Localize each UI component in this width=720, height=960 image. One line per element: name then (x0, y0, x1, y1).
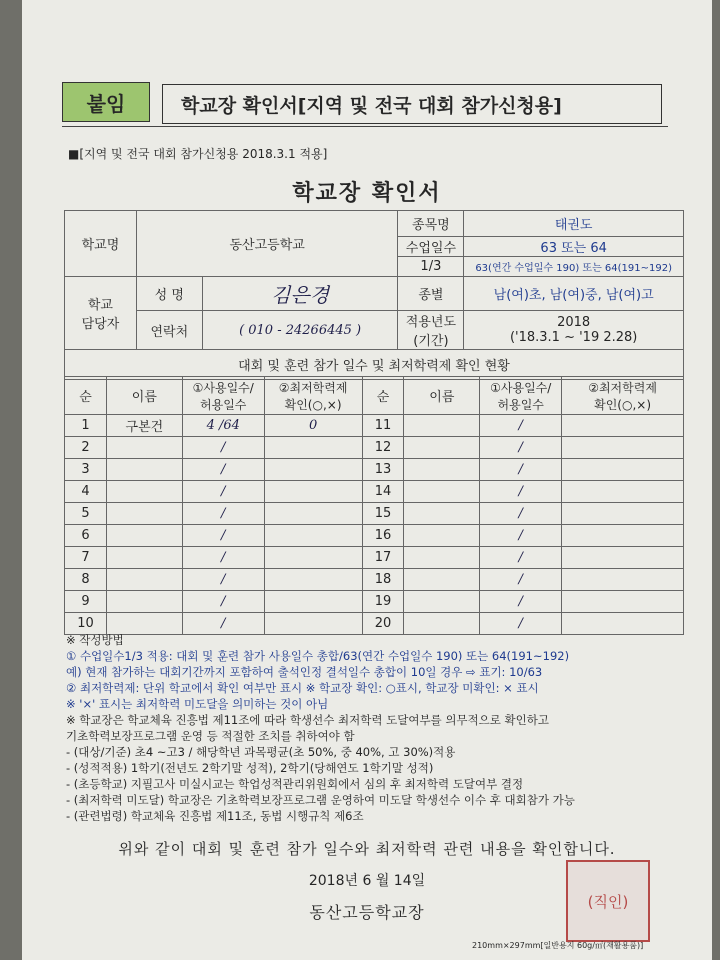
paper-spec-footer: 210mm×297mm[일반용지 60g/㎡(재활용품)] (472, 941, 644, 950)
row-no: 8 (65, 569, 107, 591)
row-days: / (480, 437, 562, 459)
teacher-contact-label: 연락처 (136, 311, 202, 350)
row-name (404, 525, 480, 547)
row-grade (264, 569, 362, 591)
row-no: 14 (362, 481, 404, 503)
sport-label: 종목명 (398, 211, 464, 237)
row-days: / (480, 481, 562, 503)
col-days-header: ①사용일수/ 허용일수 (182, 377, 264, 415)
row-days: / (480, 613, 562, 635)
row-name (404, 503, 480, 525)
instruction-line: ※ 작성방법 (66, 633, 124, 647)
row-grade (562, 503, 684, 525)
row-days: / (480, 525, 562, 547)
gender-value: 남(여)초, 남(여)중, 남(여)고 (464, 277, 684, 311)
row-name (404, 591, 480, 613)
col-no-header: 순 (65, 377, 107, 415)
row-grade (264, 459, 362, 481)
row-name (106, 459, 182, 481)
row-grade (264, 503, 362, 525)
instruction-line: ※ '×' 표시는 최저학력 미도달을 의미하는 것이 아님 (66, 697, 329, 711)
teacher-label: 학교 담당자 (65, 277, 137, 350)
row-name (106, 591, 182, 613)
row-name (106, 525, 182, 547)
instruction-line: ① 수업일수1/3 적용: 대회 및 훈련 참가 사용일수 총합/63(연간 수업일수 190) 또는 64(191~192) (66, 649, 570, 663)
instruction-line: 기초학력보장프로그램 운영 등 적절한 조치를 취하여야 함 (66, 729, 355, 743)
row-no: 4 (65, 481, 107, 503)
row-days: / (480, 591, 562, 613)
col-no-header: 순 (362, 377, 404, 415)
row-no: 9 (65, 591, 107, 613)
table-row (65, 415, 684, 437)
row-no: 6 (65, 525, 107, 547)
principal-name: 동산고등학교장 (309, 903, 425, 922)
row-no: 17 (362, 547, 404, 569)
row-no: 18 (362, 569, 404, 591)
instruction-line: ※ 학교장은 학교체육 진흥법 제11조에 따라 학생선수 최저학력 도달여부를 의무적으로 확인하고 (66, 713, 549, 727)
instruction-line: - (성적적용) 1학기(전년도 2학기말 성적), 2학기(당해연도 1학기말 성적) (66, 761, 434, 775)
teacher-name-label: 성 명 (136, 277, 202, 311)
row-grade (562, 591, 684, 613)
row-grade (562, 525, 684, 547)
row-no: 16 (362, 525, 404, 547)
document-page (22, 0, 712, 960)
row-no: 15 (362, 503, 404, 525)
form-subtitle: ■[지역 및 전국 대회 참가신청용 2018.3.1 적용] (68, 147, 328, 161)
status-title: 대회 및 훈련 참가 일수 및 최저학력제 확인 현황 (65, 350, 684, 380)
instruction-line: - (최저학력 미도달) 학교장은 기초학력보장프로그램 운영하여 미도달 학생선수 이수 후 대회참가 가능 (66, 793, 575, 807)
row-days: / (182, 437, 264, 459)
col-name-header: 이름 (106, 377, 182, 415)
document-header-title: 학교장 확인서[지역 및 전국 대회 참가신청용] (162, 84, 662, 124)
table-row (65, 459, 684, 481)
row-name (106, 503, 182, 525)
table-row (65, 503, 684, 525)
table-row (65, 547, 684, 569)
instruction-line: - (대상/기준) 초4 ~고3 / 해당학년 과목평균(초 50%, 중 40%, 고 30%)적용 (66, 745, 456, 759)
row-days: / (480, 415, 562, 437)
table-row (65, 591, 684, 613)
row-name (106, 437, 182, 459)
year-value: 2018 ('18.3.1 ~ '19 2.28) (464, 311, 684, 350)
school-days-value-sub: 63(연간 수업일수 190) 또는 64(191~192) (464, 257, 684, 277)
row-grade (562, 569, 684, 591)
row-name (404, 459, 480, 481)
row-grade (562, 547, 684, 569)
col-name-header: 이름 (404, 377, 480, 415)
writing-instructions (66, 632, 706, 824)
row-grade (264, 437, 362, 459)
gender-label: 종별 (398, 277, 464, 311)
table-row (65, 481, 684, 503)
row-days: 4 /64 (182, 415, 264, 437)
school-days-label: 수업일수 (398, 237, 464, 257)
school-days-label-sub: 1/3 (398, 257, 464, 277)
row-no: 13 (362, 459, 404, 481)
confirmation-date: 2018년 6 월 14일 (308, 873, 426, 889)
row-no: 12 (362, 437, 404, 459)
row-name (404, 569, 480, 591)
row-grade (264, 547, 362, 569)
row-name (404, 547, 480, 569)
row-name (106, 547, 182, 569)
row-days: / (182, 459, 264, 481)
teacher-name-value: 김은경 (202, 277, 398, 311)
row-grade (264, 481, 362, 503)
row-name: 구본건 (106, 415, 182, 437)
instruction-line: 예) 현재 참가하는 대회기간까지 포함하여 출석인정 결석일수 총합이 10일 경우 ⇨ 표기: 10/63 (66, 665, 543, 679)
row-days: / (182, 569, 264, 591)
row-days: / (480, 569, 562, 591)
instruction-line: ② 최저학력제: 단위 학교에서 확인 여부만 표시 ※ 학교장 확인: ○표시, 학교장 미확인: × 표시 (66, 681, 539, 695)
row-days: / (182, 591, 264, 613)
row-grade (562, 459, 684, 481)
row-grade (264, 591, 362, 613)
row-no: 2 (65, 437, 107, 459)
official-seal: (직인) (566, 860, 650, 942)
row-grade (562, 481, 684, 503)
row-no: 19 (362, 591, 404, 613)
row-grade (562, 415, 684, 437)
row-name (404, 437, 480, 459)
school-name-label: 학교명 (65, 211, 137, 277)
table-row (65, 569, 684, 591)
row-no: 10 (65, 613, 107, 635)
row-name (404, 481, 480, 503)
col-grade-header: ②최저학력제 확인(○,×) (562, 377, 684, 415)
row-grade: 0 (264, 415, 362, 437)
col-grade-header: ②최저학력제 확인(○,×) (264, 377, 362, 415)
instruction-line: - (관련법령) 학교체육 진흥법 제11조, 동법 시행규칙 제6조 (66, 809, 364, 823)
row-days: / (182, 547, 264, 569)
row-name (106, 569, 182, 591)
row-name (404, 415, 480, 437)
year-label: 적용년도 (기간) (398, 311, 464, 350)
sport-value: 태권도 (464, 211, 684, 237)
row-days: / (480, 503, 562, 525)
participant-table (64, 376, 684, 635)
row-days: / (480, 459, 562, 481)
row-no: 3 (65, 459, 107, 481)
row-no: 5 (65, 503, 107, 525)
info-table (64, 210, 684, 380)
col-days-header: ①사용일수/ 허용일수 (480, 377, 562, 415)
table-row (65, 525, 684, 547)
form-title: 학교장 확인서 (292, 181, 442, 206)
row-days: / (480, 547, 562, 569)
row-days: / (182, 503, 264, 525)
school-days-value: 63 또는 64 (464, 237, 684, 257)
row-grade (562, 437, 684, 459)
row-days: / (182, 613, 264, 635)
header-divider (62, 126, 668, 127)
confirmation-statement: 위와 같이 대회 및 훈련 참가 일수와 최저학력 관련 내용을 확인합니다. (118, 840, 616, 858)
table-row (65, 437, 684, 459)
attachment-tag: 붙임 (62, 82, 150, 122)
row-grade (264, 525, 362, 547)
row-no: 1 (65, 415, 107, 437)
instruction-line: - (초등학교) 지필고사 미실시교는 학업성적관리위원회에서 심의 후 최저학력 도달여부 결정 (66, 777, 524, 791)
row-no: 20 (362, 613, 404, 635)
teacher-contact-value: ( 010 - 24266445 ) (202, 311, 398, 350)
row-days: / (182, 525, 264, 547)
row-name (106, 481, 182, 503)
row-no: 7 (65, 547, 107, 569)
row-days: / (182, 481, 264, 503)
school-name-value: 동산고등학교 (136, 211, 398, 277)
row-no: 11 (362, 415, 404, 437)
